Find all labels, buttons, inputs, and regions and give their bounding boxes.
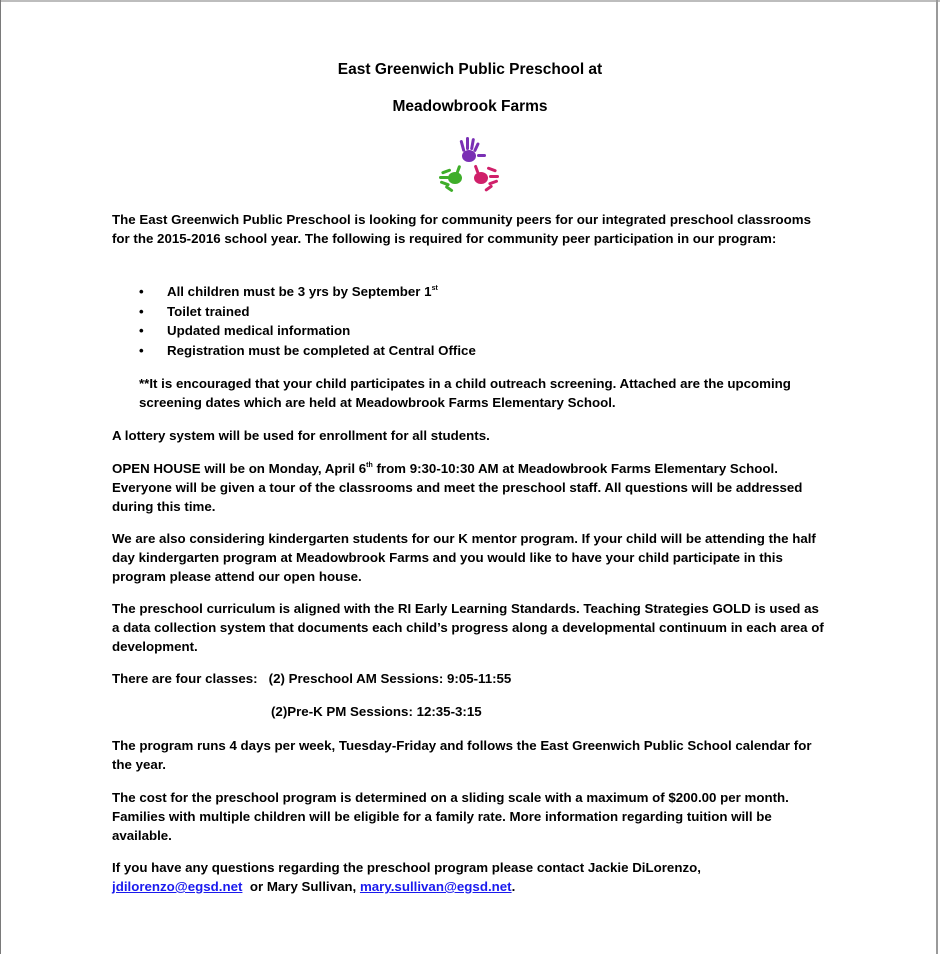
- list-item: [112, 321, 476, 341]
- open-house-paragraph: [112, 459, 828, 516]
- contact-text-mid: or Mary Sullivan,: [242, 879, 360, 894]
- classes-line-2: (2)Pre-K PM Sessions: 12:35-3:15: [271, 704, 482, 719]
- bullet-icon: •: [139, 342, 144, 358]
- bullet-icon: •: [139, 303, 144, 319]
- classes-line-1: There are four classes: (2) Preschool AM Sessions: 9:05-11:55: [112, 671, 512, 686]
- open-house-text-cont: from 9:30-10:30 AM at Meadowbrook Farms Elementary School. Everyone will be given a tour of the classrooms and meet the preschool staff. All questions will be addressed during this time.: [112, 461, 803, 514]
- screening-note: **It is encouraged that your child participates in a child outreach screening. Attached are the upcoming screening dates which are held at Meadowbrook Farms Elementary School.: [139, 376, 791, 410]
- requirement-text: All children must be 3 yrs by September 1: [167, 284, 432, 299]
- lottery-paragraph: A lottery system will be used for enrollment for all students.: [112, 428, 490, 443]
- contact-text: If you have any questions regarding the preschool program please contact Jackie DiLorenzo,: [112, 860, 705, 875]
- document-title: East Greenwich Public Preschool at: [337, 61, 603, 78]
- colorful-handprints-logo: [437, 136, 501, 194]
- open-house-text: OPEN HOUSE will be on Monday, April 6: [112, 461, 367, 476]
- list-item: [112, 302, 476, 322]
- contact-paragraph: [112, 858, 828, 896]
- list-item: [112, 282, 476, 302]
- open-house-sup: th: [366, 462, 373, 469]
- document-subtitle: Meadowbrook Farms: [392, 98, 548, 115]
- requirement-text: Toilet trained: [167, 303, 250, 319]
- email-link-dilorenzo[interactable]: jdilorenzo@egsd.net: [112, 879, 243, 894]
- requirement-sup: st: [431, 285, 438, 292]
- cost-paragraph: The cost for the preschool program is determined on a sliding scale with a maximum of $200.00 per month. Families with multiple children will be eligible for a family rate. More information regarding tuition will be available.: [112, 790, 789, 843]
- requirements-list: [112, 282, 476, 360]
- kindergarten-paragraph: We are also considering kindergarten students for our K mentor program. If your child will be attending the half day kindergarten program at Meadowbrook Farms and you would like to have your child participate in this program please attend our open house.: [112, 531, 816, 584]
- bullet-icon: •: [139, 323, 144, 338]
- requirement-text: Registration must be completed at Central Office: [167, 342, 476, 358]
- intro-paragraph: The East Greenwich Public Preschool is looking for community peers for our integrated preschool classrooms for the 2015-2016 school year. The following is required for community peer participation in our program:: [112, 212, 811, 246]
- email-link-sullivan[interactable]: mary.sullivan@egsd.net: [359, 879, 512, 894]
- contact-text-end: .: [511, 879, 516, 894]
- bullet-icon: •: [139, 284, 144, 299]
- schedule-paragraph: The program runs 4 days per week, Tuesday-Friday and follows the East Greenwich Public School calendar for the year.: [112, 738, 812, 772]
- list-item: [112, 341, 476, 361]
- curriculum-paragraph: The preschool curriculum is aligned with the RI Early Learning Standards. Teaching Strategies GOLD is used as a data collection system that documents each child’s progress along a developmental continuum in each area of development.: [112, 601, 824, 654]
- requirement-text: Updated medical information: [167, 323, 351, 338]
